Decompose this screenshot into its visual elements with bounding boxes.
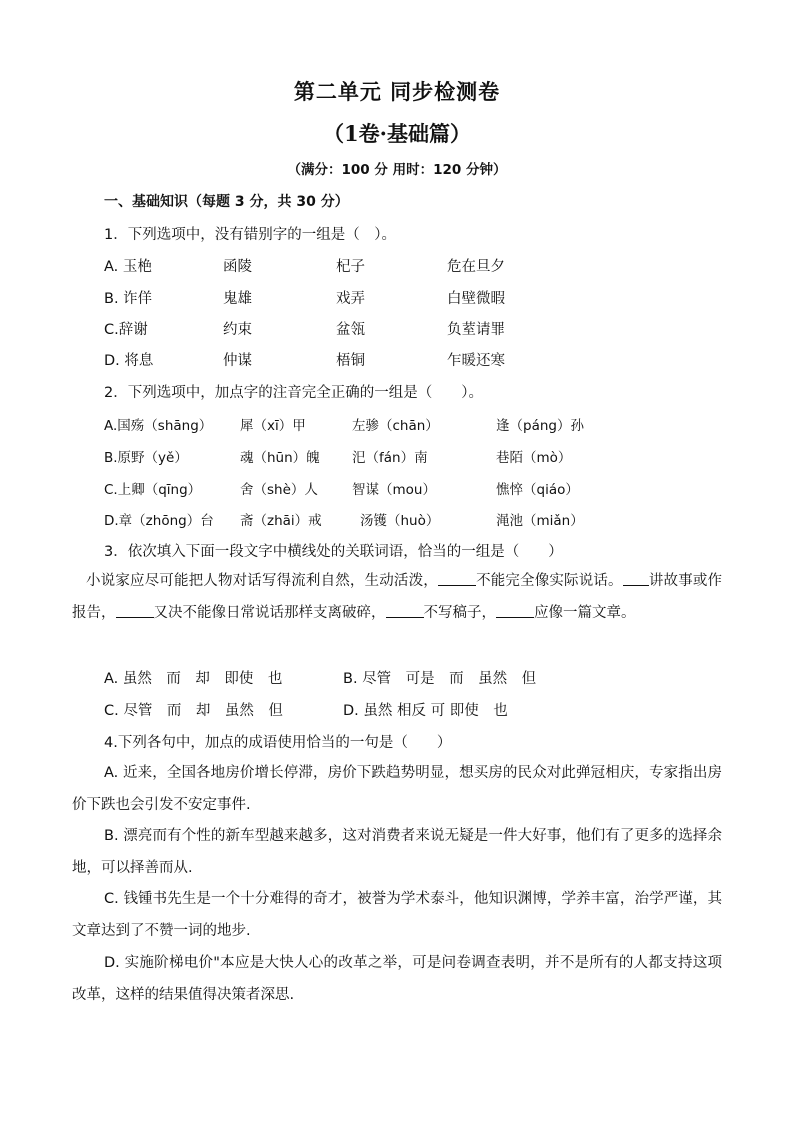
fill-blank[interactable] — [386, 603, 424, 618]
fill-blank[interactable] — [623, 571, 649, 586]
q4-option-b: B. 漂亮而有个性的新车型越来越多，这对消费者来说无疑是一件大好事，他们有了更多的选择余地，可以择善而从. — [72, 828, 722, 876]
question-4-stem: 4.下列各句中，加点的成语使用恰当的一句是（ ） — [104, 735, 452, 751]
q2-option-c-item1: C.上卿（qīng） — [104, 482, 202, 498]
page-title: 第二单元 同步检测卷 — [293, 79, 501, 104]
fill-blank[interactable] — [116, 603, 154, 618]
q4-option-c: C. 钱锺书先生是一个十分难得的奇才，被誉为学术泰斗，他知识渊博，学养丰富，治学严谨，其文章达到了不赞一词的地步. — [72, 891, 722, 939]
q2-option-b-item2: 魂（hūn）魄 — [240, 450, 320, 466]
q3-option-a: A. 虽然 而 却 即使 也 — [104, 671, 283, 687]
q4-option-a: A. 近来，全国各地房价增长停滞，房价下跌趋势明显，想买房的民众对此弹冠相庆，专家指出房价下跌也会引发不安定事件. — [72, 765, 722, 813]
q1-option-d-word4: 乍暖还寒 — [447, 353, 505, 369]
passage-text: 应像一篇文章。 — [534, 604, 636, 621]
q2-option-a-item1: A.国殇（shāng） — [104, 418, 213, 434]
q3-option-d: D. 虽然 相反 可 即使 也 — [343, 703, 508, 719]
q1-option-b-word1: B. 诈佯 — [104, 291, 153, 307]
q2-option-c-item4: 憔悴（qiáo） — [496, 482, 579, 498]
q4-option-d: D. 实施阶梯电价"本应是大快人心的改革之举，可是问卷调查表明，并不是所有的人都支持这项改革，这样的结果值得决策者深思. — [72, 955, 722, 1003]
q1-option-a-word2: 函陵 — [223, 259, 252, 275]
question-3-stem: 3．依次填入下面一段文字中横线处的关联词语，恰当的一组是（ ） — [104, 544, 563, 560]
q2-option-a-item4: 逢（páng）孙 — [496, 418, 584, 434]
passage-text: 不写稿子， — [423, 604, 496, 621]
q1-option-c-word3: 盆瓴 — [336, 322, 365, 338]
q1-option-c-word4: 负荎请罪 — [447, 322, 505, 338]
q1-option-d-word1: D. 将息 — [104, 353, 154, 369]
passage-text: 又决不能像日常说话那样支离破碎， — [153, 604, 386, 621]
q1-option-a-word1: A. 玉栬 — [104, 259, 152, 275]
q1-option-c-word1: C.辞谢 — [104, 322, 148, 338]
fill-blank[interactable] — [496, 603, 534, 618]
q3-option-c: C. 尽管 而 却 虽然 但 — [104, 703, 283, 719]
passage-text: 小说家应尽可能把人物对话写得流利自然，生动活泼， — [86, 573, 438, 589]
q2-option-d-item3: 汤镬（huò） — [360, 513, 440, 529]
q1-option-a-word4: 危在旦夕 — [447, 259, 505, 275]
passage-text: 不能完全像实际说话。 — [475, 573, 623, 589]
q1-option-b-word4: 白壁微暇 — [447, 291, 505, 307]
question-3-passage — [72, 566, 722, 629]
passage-text: 讲故事或作报告， — [72, 573, 723, 621]
q1-option-b-word2: 鬼雄 — [223, 291, 252, 307]
section-heading: 一、基础知识（每题 3 分，共 30 分） — [104, 194, 349, 210]
q2-option-b-item1: B.原野（yě） — [104, 450, 188, 466]
q2-option-d-item4: 渑池（miǎn） — [496, 513, 584, 529]
question-2-stem: 2．下列选项中，加点字的注音完全正确的一组是（ ）。 — [104, 385, 483, 401]
score-time-line: （满分：100 分 用时：120 分钟） — [287, 162, 507, 178]
q3-option-b: B. 尽管 可是 而 虽然 但 — [343, 671, 537, 687]
q2-option-c-item3: 智谋（mou） — [352, 482, 436, 498]
q1-option-c-word2: 约束 — [223, 322, 252, 338]
question-1-stem: 1．下列选项中，没有错别字的一组是（ ）。 — [104, 227, 396, 243]
q2-option-a-item3: 左骖（chān） — [352, 418, 439, 434]
q2-option-b-item4: 巷陌（mò） — [496, 450, 572, 466]
q1-option-d-word2: 仲谋 — [223, 353, 252, 369]
q2-option-b-item3: 汜（fán）南 — [352, 450, 428, 466]
page-subtitle: （1卷·基础篇） — [323, 121, 471, 146]
q2-option-c-item2: 舍（shè）人 — [240, 482, 318, 498]
q1-option-a-word3: 杞子 — [336, 259, 365, 275]
fill-blank[interactable] — [438, 571, 476, 586]
q2-option-a-item2: 犀（xī）甲 — [240, 418, 306, 434]
q1-option-d-word3: 梧铜 — [336, 353, 365, 369]
q1-option-b-word3: 戏弄 — [336, 291, 365, 307]
q2-option-d-item1: D.章（zhōng）台 — [104, 513, 214, 529]
q2-option-d-item2: 斋（zhāi）戒 — [240, 513, 322, 529]
